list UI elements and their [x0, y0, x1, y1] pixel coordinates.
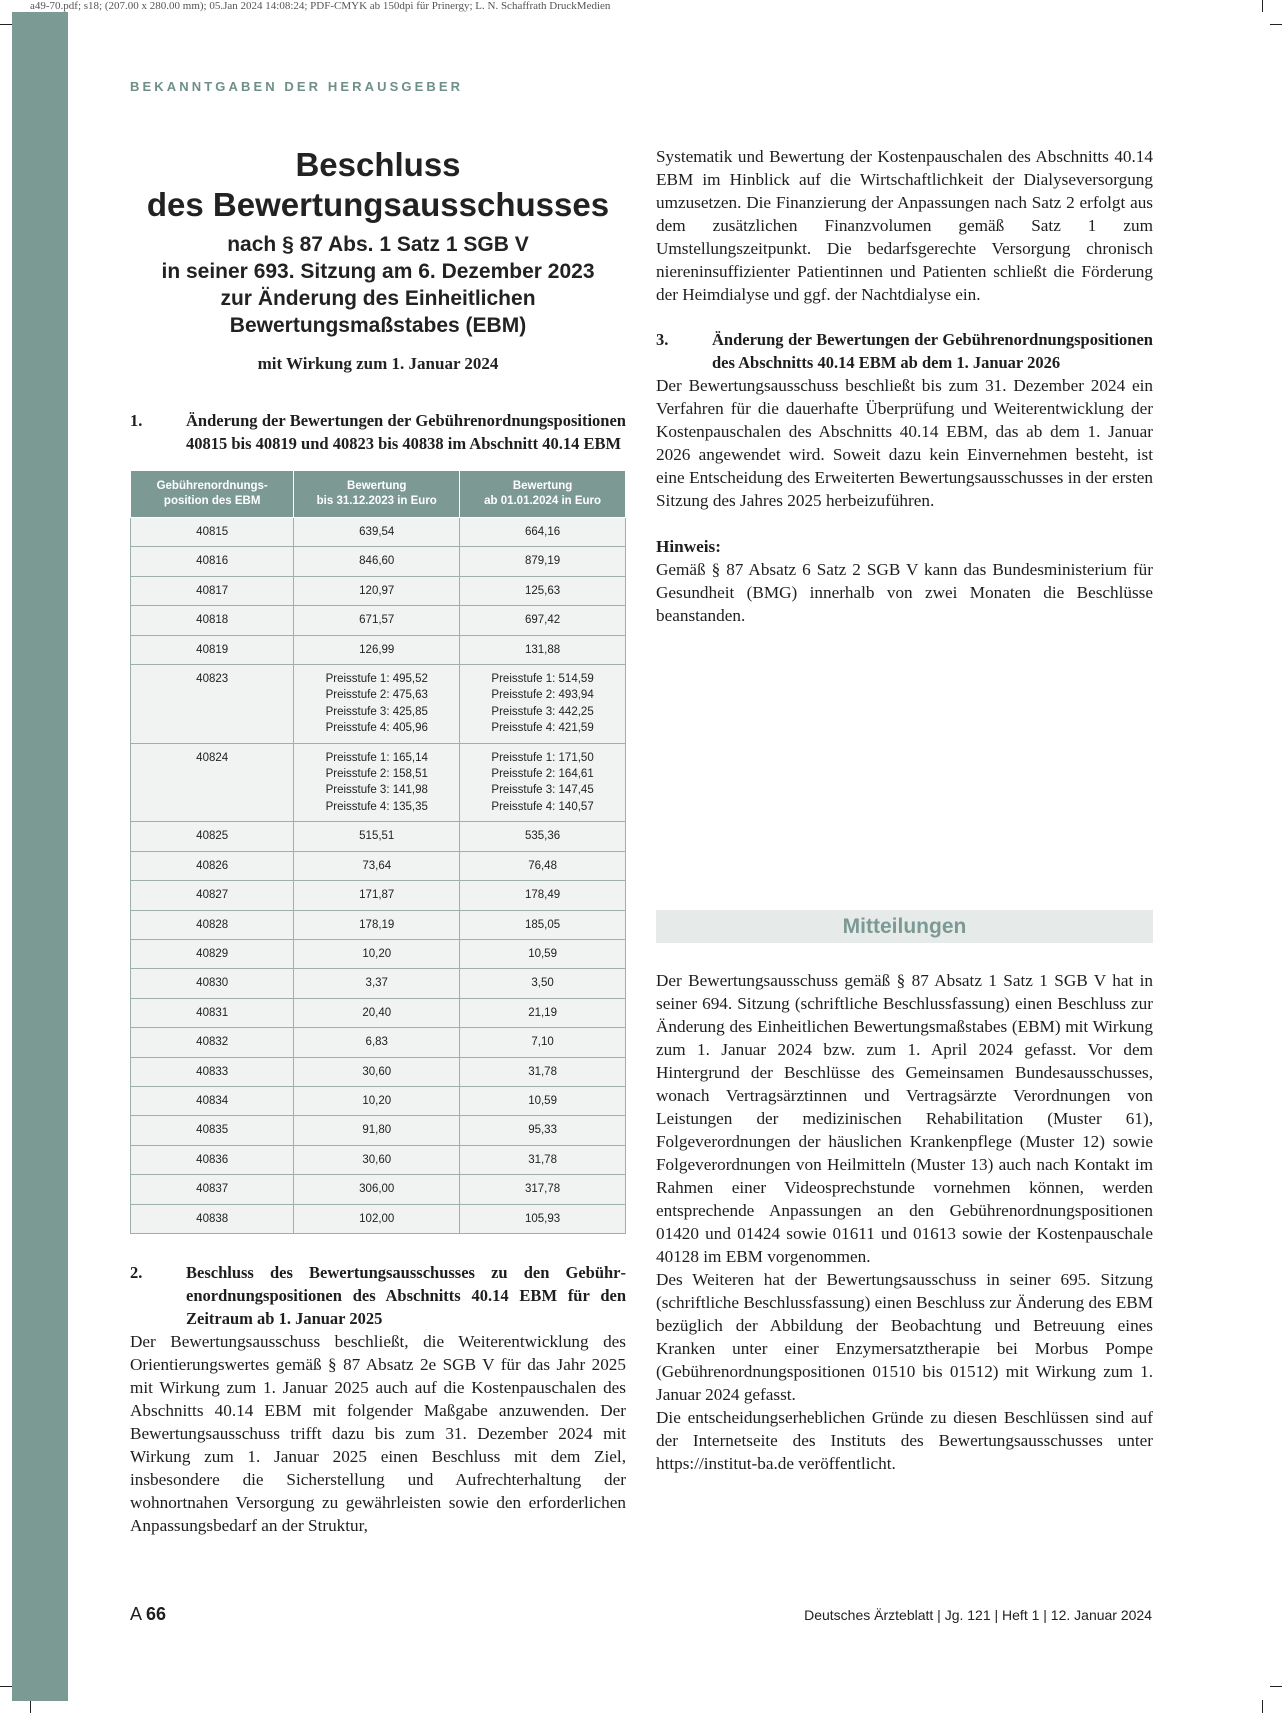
section-2-number: 2.: [130, 1262, 143, 1282]
gop-cell: 40837: [131, 1175, 294, 1204]
new-value-cell: 10,59: [460, 939, 626, 968]
old-value-cell: 639,54: [294, 518, 460, 547]
preisstufe-value: Preisstufe 4: 405,96: [325, 722, 428, 735]
old-value-cell: 515,51: [294, 822, 460, 851]
table-row: [131, 1175, 626, 1204]
mitteilungen-header: [656, 910, 1153, 943]
gop-cell: 40833: [131, 1057, 294, 1086]
subtitle-line-1: nach § 87 Abs. 1 Satz 1 SGB V: [227, 233, 529, 256]
new-value-cell: 76,48: [460, 851, 626, 880]
gop-cell: 40836: [131, 1145, 294, 1174]
table-row: [131, 1086, 626, 1115]
crop-mark: [1270, 1686, 1282, 1687]
table-header-row: [131, 471, 626, 518]
column-header-new-value: [460, 471, 626, 518]
old-value-cell: [294, 665, 460, 744]
gop-cell: 40819: [131, 635, 294, 664]
left-column: [130, 145, 626, 1537]
preisstufen-list: [326, 750, 428, 816]
preisstufe-value: Preisstufe 3: 442,25: [491, 705, 594, 718]
preisstufen-list: [491, 671, 593, 737]
table-row: [131, 998, 626, 1027]
subtitle-block: [130, 231, 626, 339]
table-row: [131, 1057, 626, 1086]
header-text: position des EBM: [163, 495, 261, 507]
preisstufe-value: Preisstufe 2: 475,63: [325, 689, 428, 702]
gop-cell: 40815: [131, 518, 294, 547]
preisstufe-value: Preisstufe 1: 495,52: [325, 673, 428, 686]
gop-cell: 40830: [131, 969, 294, 998]
preisstufe-value: Preisstufe 4: 135,35: [325, 800, 428, 813]
new-value-cell: 31,78: [460, 1057, 626, 1086]
table-row: [131, 910, 626, 939]
preisstufe-value: Preisstufe 2: 164,61: [491, 768, 594, 781]
preisstufe-value: Preisstufe 1: 514,59: [491, 673, 594, 686]
table-body: [131, 518, 626, 1234]
table-row: [131, 547, 626, 576]
column-header-gop: [131, 471, 294, 518]
gop-cell: 40824: [131, 743, 294, 822]
old-value-cell: [294, 743, 460, 822]
old-value-cell: 10,20: [294, 939, 460, 968]
section-2-text-part-2: Systematik und Bewertung der Kostenpauschalen des Abschnitts 40.14 EBM im Hinblick auf die Wirtschaftlichkeit der Dialyseversorgung umzusetzen. Die Finanzierung der Anpassungen nach Satz 2 erfolgt aus dem zusätzlichen Finanzvolumen gemäß Satz 1 zum Umstellungszeitpunkt. Die bedarfsgerechte Versorgung chronisch niereninsuffizienter Patientinnen und Patienten schließt die Förderung der Heimdialyse und ggf. der Nachtdialyse ein.: [656, 147, 1153, 304]
crop-mark: [0, 1686, 12, 1687]
crop-mark: [1262, 0, 1263, 12]
gop-cell: 40826: [131, 851, 294, 880]
old-value-cell: 102,00: [294, 1204, 460, 1233]
gop-cell: 40827: [131, 881, 294, 910]
old-value-cell: 6,83: [294, 1028, 460, 1057]
old-value-cell: 3,37: [294, 969, 460, 998]
new-value-cell: 178,49: [460, 881, 626, 910]
old-value-cell: 671,57: [294, 606, 460, 635]
old-value-cell: 120,97: [294, 576, 460, 605]
title-line-2: des Bewertungsausschusses: [146, 186, 610, 223]
table-row: [131, 606, 626, 635]
new-value-cell: 697,42: [460, 606, 626, 635]
new-value-cell: 879,19: [460, 547, 626, 576]
table-row: [131, 518, 626, 547]
new-value-cell: 185,05: [460, 910, 626, 939]
preisstufe-value: Preisstufe 1: 165,14: [325, 751, 428, 764]
old-value-cell: 10,20: [294, 1086, 460, 1115]
table-row: [131, 822, 626, 851]
old-value-cell: 30,60: [294, 1145, 460, 1174]
gop-cell: 40817: [131, 576, 294, 605]
new-value-cell: 535,36: [460, 822, 626, 851]
header-text: bis 31.12.2023 in Euro: [316, 495, 437, 507]
gop-cell: 40828: [131, 910, 294, 939]
mitteilungen-paragraph-2: Des Weiteren hat der Bewertungsausschuss in seiner 695. Sitzung (schriftliche Beschlussfassung) einen Beschluss zur Änderung des EBM bezüglich der Abbildung der Beobachtung und Betreuung eines Kranken unter einer Enzymersatztherapie bei Morbus Pompe (Gebührenordnungspositionen 01510 bis 01512) mit Wirkung zum 1. Januar 2024 gefasst.: [656, 1270, 1153, 1404]
journal-citation: Deutsches Ärzteblatt | Jg. 121 | Heft 1 | 12. Januar 2024: [804, 1607, 1152, 1623]
new-value-cell: 7,10: [460, 1028, 626, 1057]
crop-mark: [0, 24, 12, 25]
old-value-cell: 73,64: [294, 851, 460, 880]
preisstufe-value: Preisstufe 1: 171,50: [491, 751, 594, 764]
old-value-cell: 30,60: [294, 1057, 460, 1086]
section-1-heading: [130, 409, 626, 455]
gop-cell: 40838: [131, 1204, 294, 1233]
header-text: ab 01.01.2024 in Euro: [484, 495, 602, 507]
preisstufe-value: Preisstufe 3: 141,98: [325, 784, 428, 797]
gop-cell: 40825: [131, 822, 294, 851]
hinweis-label: Hinweis:: [656, 537, 721, 556]
section-1-title: Änderung der Bewertungen der Gebührenordnungspositionen 40815 bis 40819 und 40823 bis 40838 im Abschnitt 40.14 EBM: [186, 411, 626, 453]
mitteilungen-paragraph-1: Der Bewertungsausschuss gemäß § 87 Absatz 1 Satz 1 SGB V hat in seiner 694. Sitzung (schriftliche Beschlussfassung) einen Beschluss zur Änderung des Einheitlichen Bewertungsmaßstabes (EBM) mit Wirkung zum 1. Januar 2024 bzw. zum 1. April 2024 gefasst. Vor dem Hintergrund der Beschlüsse des Gemeinsamen Bundesausschusses, wonach Vertragsärztinnen und Vertragsärzte Verordnungen von Leistungen der medizinischen Rehabilitation (Muster 61), Folgeverordnungen der häuslichen Krankenpflege (Muster 12) sowie Folgeverordnungen von Heilmitteln (Muster 13) auch nach Kontakt im Rahmen einer Videosprechstunde vornehmen können, werden entsprechende Anpassungen an den Gebührenordnungspositionen 01420 und 01424 sowie 01611 und 01613 sowie der Kostenpauschale 40128 im EBM vorgenommen.: [656, 971, 1153, 1266]
title-block: [130, 145, 626, 374]
new-value-cell: 31,78: [460, 1145, 626, 1174]
subtitle-line-4: Bewertungsmaßstabes (EBM): [229, 314, 527, 337]
new-value-cell: 10,59: [460, 1086, 626, 1115]
old-value-cell: 306,00: [294, 1175, 460, 1204]
column-header-old-value: [294, 471, 460, 518]
mitteilungen-title: Mitteilungen: [842, 914, 967, 938]
header-text: Gebührenordnungs-: [156, 480, 268, 492]
table-row: [131, 665, 626, 744]
print-meta-line: a49-70.pdf; s18; (207.00 x 280.00 mm); 05.Jan 2024 14:08:24; PDF-CMYK ab 150dpi für Prinergy; L. N. Schaffrath DruckMedien: [30, 0, 611, 12]
gop-cell: 40835: [131, 1116, 294, 1145]
gop-cell: 40816: [131, 547, 294, 576]
preisstufen-list: [326, 671, 428, 737]
section-3-title: Änderung der Bewertungen der Gebührenordnungspositionen des Abschnitts 40.14 EBM ab dem 1. Januar 2026: [712, 330, 1153, 372]
new-value-cell: 664,16: [460, 518, 626, 547]
new-value-cell: 21,19: [460, 998, 626, 1027]
old-value-cell: 91,80: [294, 1116, 460, 1145]
section-2-text-part-1: Der Bewertungsausschuss beschließt, die Weiterentwicklung des Orientierungswertes gemäß § 87 Absatz 2e SGB V für das Jahr 2025 mit Wirkung zum 1. Januar 2025 auch auf die Kostenpauschalen des Abschnitts 40.14 EBM mit folgender Maßgabe anzuwenden. Der Bewertungsausschuss trifft dazu bis zum 31. Dezember 2024 mit Wirkung zum 1. Januar 2025 einen Beschluss mit dem Ziel, insbesondere die Sicherstellung und Aufrechterhaltung der wohnortnahen Versorgung zu gewährleisten sowie den erforderlichen Anpassungsbedarf an der Struktur,: [130, 1331, 626, 1535]
section-3-heading: [656, 328, 1153, 374]
new-value-cell: 95,33: [460, 1116, 626, 1145]
preisstufe-value: Preisstufe 4: 421,59: [491, 722, 594, 735]
gop-cell: 40818: [131, 606, 294, 635]
gop-cell: 40831: [131, 998, 294, 1027]
section-3-number: 3.: [656, 330, 669, 349]
preisstufe-value: Preisstufe 2: 158,51: [325, 768, 428, 781]
side-color-band: [12, 12, 68, 1701]
gop-cell: 40834: [131, 1086, 294, 1115]
table-row: [131, 576, 626, 605]
subtitle-line-2: in seiner 693. Sitzung am 6. Dezember 2023: [161, 260, 595, 283]
table-row: [131, 1204, 626, 1233]
section-2-heading: [130, 1261, 626, 1330]
right-column: [656, 145, 1153, 1475]
page-number: [130, 1604, 166, 1625]
subtitle-line-3: zur Änderung des Einheitlichen: [220, 287, 536, 310]
preisstufen-list: [491, 750, 593, 816]
preisstufe-value: Preisstufe 3: 425,85: [325, 705, 428, 718]
crop-mark: [1262, 1700, 1263, 1713]
page-number-value: 66: [146, 1604, 167, 1624]
table-row: [131, 1116, 626, 1145]
old-value-cell: 178,19: [294, 910, 460, 939]
old-value-cell: 126,99: [294, 635, 460, 664]
preisstufe-value: Preisstufe 3: 147,45: [491, 784, 594, 797]
header-text: Bewertung: [347, 480, 407, 492]
preisstufe-value: Preisstufe 4: 140,57: [491, 800, 594, 813]
old-value-cell: 171,87: [294, 881, 460, 910]
new-value-cell: 125,63: [460, 576, 626, 605]
section-2-title: Beschluss des Bewertungsausschusses zu den Gebührenordnungspositionen des Abschnitts 40.14 EBM für den Zeitraum ab 1. Januar 2025: [186, 1262, 626, 1328]
gop-cell: 40829: [131, 939, 294, 968]
new-value-cell: 317,78: [460, 1175, 626, 1204]
table-row: [131, 881, 626, 910]
table-row: [131, 635, 626, 664]
old-value-cell: 846,60: [294, 547, 460, 576]
table-row: [131, 743, 626, 822]
table-row: [131, 851, 626, 880]
gop-cell: 40823: [131, 665, 294, 744]
old-value-cell: 20,40: [294, 998, 460, 1027]
hinweis-text: Gemäß § 87 Absatz 6 Satz 2 SGB V kann das Bundesministerium für Gesundheit (BMG) innerhalb von zwei Monaten die Beschlüsse beanstanden.: [656, 560, 1153, 625]
table-row: [131, 1145, 626, 1174]
new-value-cell: [460, 743, 626, 822]
table-row: [131, 1028, 626, 1057]
header-text: Bewertung: [512, 480, 573, 492]
crop-mark: [30, 1700, 31, 1713]
section-3-text: Der Bewertungsausschuss beschließt bis zum 31. Dezember 2024 ein Verfahren für die dauerhafte Überprüfung und Weiterentwicklung der Kostenpauschalen des Abschnitts 40.14 EBM, das ab dem 1. Januar 2026 angewendet wird. Soweit dazu kein Einvernehmen besteht, ist eine Entscheidung des Erweiterten Bewertungsausschusses in der ersten Sitzung des Jahres 2025 herbeizuführen.: [656, 376, 1153, 510]
new-value-cell: 105,93: [460, 1204, 626, 1233]
section-header: BEKANNTGABEN DER HERAUSGEBER: [130, 79, 464, 94]
new-value-cell: 3,50: [460, 969, 626, 998]
table-row: [131, 939, 626, 968]
new-value-cell: [460, 665, 626, 744]
page-prefix: A: [130, 1604, 142, 1624]
new-value-cell: 131,88: [460, 635, 626, 664]
crop-mark: [1270, 24, 1282, 25]
ebm-table: [130, 470, 626, 1234]
section-1-number: 1.: [130, 411, 143, 430]
preisstufe-value: Preisstufe 2: 493,94: [491, 689, 594, 702]
table-row: [131, 969, 626, 998]
title-line-1: Beschluss: [295, 146, 461, 183]
gop-cell: 40832: [131, 1028, 294, 1057]
mitteilungen-paragraph-3: Die entscheidungserheblichen Gründe zu diesen Beschlüssen sind auf der Internetseite des Instituts des Bewertungsausschusses unter https://institut-ba.de veröffentlicht.: [656, 1408, 1153, 1473]
effective-date: mit Wirkung zum 1. Januar 2024: [257, 354, 499, 373]
